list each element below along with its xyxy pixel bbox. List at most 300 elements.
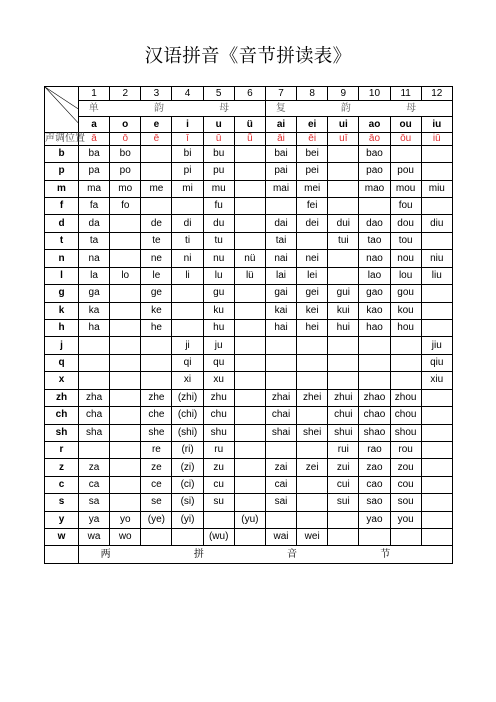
- column-number: 4: [172, 87, 203, 101]
- syllable-cell: [421, 302, 452, 319]
- syllable-cell: chu: [203, 407, 234, 424]
- table-row: [45, 354, 453, 371]
- syllable-cell: mai: [265, 180, 296, 197]
- final-3: e: [141, 117, 172, 132]
- syllable-cell: [265, 337, 296, 354]
- syllable-cell: (yi): [172, 511, 203, 528]
- syllable-cell: [110, 407, 141, 424]
- syllable-cell: [359, 337, 390, 354]
- table-row: [45, 302, 453, 319]
- syllable-cell: sa: [79, 494, 110, 511]
- syllable-cell: [359, 354, 390, 371]
- initial-t: t: [45, 232, 79, 249]
- syllable-cell: [390, 529, 421, 546]
- syllable-cell: xiu: [421, 372, 452, 389]
- syllable-cell: zui: [328, 459, 359, 476]
- syllable-cell: [141, 163, 172, 180]
- syllable-cell: xu: [203, 372, 234, 389]
- syllable-cell: [421, 424, 452, 441]
- syllable-cell: wa: [79, 529, 110, 546]
- syllable-cell: kao: [359, 302, 390, 319]
- syllable-cell: [110, 215, 141, 232]
- syllable-cell: zhao: [359, 389, 390, 406]
- syllable-cell: fou: [390, 198, 421, 215]
- syllable-cell: [110, 459, 141, 476]
- syllable-cell: [328, 267, 359, 284]
- syllable-cell: qi: [172, 354, 203, 371]
- syllable-cell: te: [141, 232, 172, 249]
- syllable-cell: [234, 372, 265, 389]
- tone-mark-12: iū: [421, 132, 452, 145]
- syllable-cell: [390, 145, 421, 162]
- column-number: 1: [79, 87, 110, 101]
- initial-d: d: [45, 215, 79, 232]
- syllable-cell: [110, 302, 141, 319]
- syllable-cell: dui: [328, 215, 359, 232]
- initial-h: h: [45, 320, 79, 337]
- initial-f: f: [45, 198, 79, 215]
- table-row: [45, 424, 453, 441]
- syllable-cell: chai: [265, 407, 296, 424]
- syllable-cell: nai: [265, 250, 296, 267]
- syllable-cell: (ye): [141, 511, 172, 528]
- syllable-cell: kui: [328, 302, 359, 319]
- syllable-cell: shui: [328, 424, 359, 441]
- syllable-cell: hei: [297, 320, 328, 337]
- syllable-cell: [141, 372, 172, 389]
- initial-p: p: [45, 163, 79, 180]
- syllable-cell: ba: [79, 145, 110, 162]
- syllable-cell: zu: [203, 459, 234, 476]
- syllable-cell: [421, 407, 452, 424]
- table-row: [45, 337, 453, 354]
- syllable-cell: ta: [79, 232, 110, 249]
- initial-w: w: [45, 529, 79, 546]
- syllable-cell: pu: [203, 163, 234, 180]
- syllable-cell: (ri): [172, 441, 203, 458]
- column-number: 5: [203, 87, 234, 101]
- syllable-cell: nei: [297, 250, 328, 267]
- syllable-cell: (zi): [172, 459, 203, 476]
- column-number: 3: [141, 87, 172, 101]
- syllable-cell: [421, 389, 452, 406]
- syllable-cell: [234, 337, 265, 354]
- syllable-cell: mu: [203, 180, 234, 197]
- syllable-cell: [359, 372, 390, 389]
- syllable-cell: gu: [203, 285, 234, 302]
- syllable-cell: [110, 441, 141, 458]
- syllable-cell: su: [203, 494, 234, 511]
- syllable-cell: sha: [79, 424, 110, 441]
- header-category-row: [45, 101, 453, 117]
- syllable-cell: cui: [328, 476, 359, 493]
- syllable-cell: se: [141, 494, 172, 511]
- initial-zh: zh: [45, 389, 79, 406]
- syllable-cell: dei: [297, 215, 328, 232]
- category-compound-finals: 复 韵 母: [265, 101, 452, 117]
- syllable-cell: [421, 145, 452, 162]
- syllable-cell: xi: [172, 372, 203, 389]
- syllable-cell: mi: [172, 180, 203, 197]
- syllable-cell: [297, 337, 328, 354]
- syllable-cell: [297, 476, 328, 493]
- tone-mark-6: ǖ: [234, 132, 265, 145]
- syllable-cell: [79, 337, 110, 354]
- final-9: ui: [328, 117, 359, 132]
- syllable-cell: ru: [203, 441, 234, 458]
- syllable-cell: [328, 529, 359, 546]
- syllable-cell: [234, 407, 265, 424]
- syllable-cell: wei: [297, 529, 328, 546]
- syllable-cell: sou: [390, 494, 421, 511]
- syllable-cell: [328, 337, 359, 354]
- syllable-cell: bai: [265, 145, 296, 162]
- syllable-cell: jiu: [421, 337, 452, 354]
- syllable-table: [44, 86, 453, 564]
- tone-mark-8: ēi: [297, 132, 328, 145]
- syllable-cell: [297, 232, 328, 249]
- syllable-cell: nu: [203, 250, 234, 267]
- syllable-cell: [390, 354, 421, 371]
- syllable-cell: you: [390, 511, 421, 528]
- syllable-cell: [234, 459, 265, 476]
- syllable-cell: mou: [390, 180, 421, 197]
- syllable-cell: [110, 250, 141, 267]
- syllable-cell: [234, 285, 265, 302]
- tone-mark-10: āo: [359, 132, 390, 145]
- syllable-cell: [141, 529, 172, 546]
- syllable-cell: nao: [359, 250, 390, 267]
- syllable-cell: [297, 511, 328, 528]
- final-12: iu: [421, 117, 452, 132]
- final-5: u: [203, 117, 234, 132]
- syllable-cell: chou: [390, 407, 421, 424]
- syllable-cell: dou: [390, 215, 421, 232]
- footer-label: 两 拼 音 节: [79, 546, 453, 564]
- initial-m: m: [45, 180, 79, 197]
- initial-n: n: [45, 250, 79, 267]
- syllable-cell: che: [141, 407, 172, 424]
- syllable-cell: [297, 372, 328, 389]
- syllable-cell: sui: [328, 494, 359, 511]
- syllable-cell: [421, 529, 452, 546]
- footer-spacer-cell: [45, 546, 79, 564]
- syllable-cell: [234, 145, 265, 162]
- syllable-cell: [359, 529, 390, 546]
- tone-mark-3: ē: [141, 132, 172, 145]
- initial-q: q: [45, 354, 79, 371]
- table-row: [45, 232, 453, 249]
- column-number: 2: [110, 87, 141, 101]
- syllable-cell: chui: [328, 407, 359, 424]
- syllable-cell: la: [79, 267, 110, 284]
- syllable-cell: zai: [265, 459, 296, 476]
- syllable-cell: [421, 232, 452, 249]
- syllable-cell: pa: [79, 163, 110, 180]
- syllable-cell: [79, 354, 110, 371]
- syllable-cell: zhui: [328, 389, 359, 406]
- syllable-cell: fu: [203, 198, 234, 215]
- syllable-cell: [265, 354, 296, 371]
- syllable-cell: (si): [172, 494, 203, 511]
- table-row: [45, 180, 453, 197]
- syllable-cell: [234, 302, 265, 319]
- initial-s: s: [45, 494, 79, 511]
- syllable-cell: bao: [359, 145, 390, 162]
- syllable-cell: za: [79, 459, 110, 476]
- table-row: [45, 215, 453, 232]
- syllable-cell: [421, 511, 452, 528]
- syllable-cell: [297, 494, 328, 511]
- syllable-cell: lu: [203, 267, 234, 284]
- table-row: [45, 145, 453, 162]
- syllable-cell: fa: [79, 198, 110, 215]
- final-2: o: [110, 117, 141, 132]
- syllable-cell: sai: [265, 494, 296, 511]
- table-row: [45, 476, 453, 493]
- syllable-cell: hu: [203, 320, 234, 337]
- syllable-cell: li: [172, 267, 203, 284]
- syllable-cell: [110, 389, 141, 406]
- syllable-cell: dai: [265, 215, 296, 232]
- final-10: ao: [359, 117, 390, 132]
- syllable-cell: diu: [421, 215, 452, 232]
- tone-mark-5: ū: [203, 132, 234, 145]
- syllable-cell: [234, 198, 265, 215]
- syllable-cell: lo: [110, 267, 141, 284]
- syllable-cell: [328, 163, 359, 180]
- syllable-cell: [141, 145, 172, 162]
- syllable-cell: [110, 232, 141, 249]
- syllable-cell: [234, 494, 265, 511]
- syllable-cell: hao: [359, 320, 390, 337]
- final-6: ü: [234, 117, 265, 132]
- syllable-cell: nü: [234, 250, 265, 267]
- initial-y: y: [45, 511, 79, 528]
- syllable-cell: [328, 145, 359, 162]
- table-row: [45, 320, 453, 337]
- syllable-cell: kai: [265, 302, 296, 319]
- syllable-cell: hai: [265, 320, 296, 337]
- syllable-cell: [110, 354, 141, 371]
- syllable-cell: [234, 320, 265, 337]
- tone-mark-9: uī: [328, 132, 359, 145]
- syllable-cell: da: [79, 215, 110, 232]
- syllable-cell: [172, 320, 203, 337]
- tone-mark-2: ō: [110, 132, 141, 145]
- syllable-cell: hou: [390, 320, 421, 337]
- syllable-cell: lou: [390, 267, 421, 284]
- syllable-cell: [234, 215, 265, 232]
- syllable-cell: de: [141, 215, 172, 232]
- syllable-cell: [421, 459, 452, 476]
- syllable-cell: yao: [359, 511, 390, 528]
- syllable-cell: [234, 163, 265, 180]
- syllable-cell: ha: [79, 320, 110, 337]
- table-row: [45, 267, 453, 284]
- syllable-cell: [234, 354, 265, 371]
- syllable-cell: lü: [234, 267, 265, 284]
- syllable-cell: zou: [390, 459, 421, 476]
- syllable-cell: [421, 494, 452, 511]
- syllable-cell: chao: [359, 407, 390, 424]
- syllable-cell: zhei: [297, 389, 328, 406]
- tone-mark-1: ā: [79, 132, 110, 145]
- syllable-cell: zhou: [390, 389, 421, 406]
- initial-z: z: [45, 459, 79, 476]
- syllable-cell: lai: [265, 267, 296, 284]
- syllable-cell: wo: [110, 529, 141, 546]
- header-number-row: [45, 87, 453, 101]
- syllable-cell: [265, 511, 296, 528]
- syllable-cell: niu: [421, 250, 452, 267]
- column-number: 7: [265, 87, 296, 101]
- syllable-cell: [328, 372, 359, 389]
- syllable-cell: liu: [421, 267, 452, 284]
- syllable-cell: tui: [328, 232, 359, 249]
- syllable-cell: [141, 198, 172, 215]
- syllable-cell: [421, 320, 452, 337]
- syllable-cell: gou: [390, 285, 421, 302]
- syllable-cell: cou: [390, 476, 421, 493]
- syllable-cell: [110, 337, 141, 354]
- syllable-cell: tu: [203, 232, 234, 249]
- syllable-cell: ca: [79, 476, 110, 493]
- tone-mark-7: āi: [265, 132, 296, 145]
- syllable-cell: [328, 250, 359, 267]
- syllable-cell: zei: [297, 459, 328, 476]
- syllable-cell: zha: [79, 389, 110, 406]
- syllable-cell: ke: [141, 302, 172, 319]
- syllable-cell: [110, 372, 141, 389]
- syllable-cell: [421, 285, 452, 302]
- column-number: 11: [390, 87, 421, 101]
- syllable-cell: du: [203, 215, 234, 232]
- final-7: ai: [265, 117, 296, 132]
- syllable-cell: [172, 302, 203, 319]
- initial-k: k: [45, 302, 79, 319]
- syllable-table-body: [45, 87, 453, 564]
- syllable-cell: [390, 372, 421, 389]
- syllable-cell: gao: [359, 285, 390, 302]
- syllable-cell: kei: [297, 302, 328, 319]
- syllable-cell: tai: [265, 232, 296, 249]
- syllable-cell: bei: [297, 145, 328, 162]
- syllable-cell: ti: [172, 232, 203, 249]
- corner-header-cell: [45, 87, 79, 133]
- table-row: [45, 163, 453, 180]
- syllable-cell: re: [141, 441, 172, 458]
- syllable-cell: (yu): [234, 511, 265, 528]
- syllable-cell: [234, 389, 265, 406]
- syllable-cell: ka: [79, 302, 110, 319]
- tone-position-row: [45, 132, 453, 145]
- syllable-cell: (chi): [172, 407, 203, 424]
- syllable-cell: [328, 180, 359, 197]
- final-11: ou: [390, 117, 421, 132]
- corner-diagonal-lines: [45, 87, 78, 132]
- syllable-cell: mo: [110, 180, 141, 197]
- table-row: [45, 407, 453, 424]
- syllable-cell: [421, 476, 452, 493]
- syllable-cell: yo: [110, 511, 141, 528]
- syllable-cell: kou: [390, 302, 421, 319]
- syllable-cell: na: [79, 250, 110, 267]
- syllable-cell: [141, 337, 172, 354]
- initial-c: c: [45, 476, 79, 493]
- syllable-cell: lao: [359, 267, 390, 284]
- syllable-cell: [297, 407, 328, 424]
- syllable-cell: sao: [359, 494, 390, 511]
- initial-sh: sh: [45, 424, 79, 441]
- syllable-cell: shu: [203, 424, 234, 441]
- syllable-cell: ku: [203, 302, 234, 319]
- table-row: [45, 441, 453, 458]
- syllable-cell: fo: [110, 198, 141, 215]
- syllable-cell: [421, 163, 452, 180]
- final-8: ei: [297, 117, 328, 132]
- syllable-cell: [79, 441, 110, 458]
- syllable-cell: [172, 529, 203, 546]
- syllable-cell: ni: [172, 250, 203, 267]
- initial-b: b: [45, 145, 79, 162]
- syllable-cell: cu: [203, 476, 234, 493]
- syllable-cell: miu: [421, 180, 452, 197]
- footer-row: [45, 546, 453, 564]
- syllable-cell: ji: [172, 337, 203, 354]
- syllable-cell: rou: [390, 441, 421, 458]
- column-number: 12: [421, 87, 452, 101]
- header-finals-row: [45, 117, 453, 132]
- syllable-cell: [328, 511, 359, 528]
- syllable-cell: shai: [265, 424, 296, 441]
- table-row: [45, 372, 453, 389]
- syllable-cell: [234, 180, 265, 197]
- syllable-cell: gei: [297, 285, 328, 302]
- initial-x: x: [45, 372, 79, 389]
- syllable-cell: [421, 441, 452, 458]
- initial-g: g: [45, 285, 79, 302]
- table-row: [45, 494, 453, 511]
- syllable-cell: [172, 285, 203, 302]
- syllable-cell: zhu: [203, 389, 234, 406]
- syllable-cell: mao: [359, 180, 390, 197]
- tone-mark-11: ōu: [390, 132, 421, 145]
- table-row: [45, 459, 453, 476]
- syllable-cell: ju: [203, 337, 234, 354]
- initial-j: j: [45, 337, 79, 354]
- syllable-cell: tao: [359, 232, 390, 249]
- syllable-cell: zhe: [141, 389, 172, 406]
- syllable-cell: (shi): [172, 424, 203, 441]
- syllable-cell: hui: [328, 320, 359, 337]
- tone-row-label: 声调位置: [45, 132, 85, 144]
- table-row: [45, 529, 453, 546]
- syllable-cell: bu: [203, 145, 234, 162]
- syllable-cell: [328, 198, 359, 215]
- syllable-cell: [234, 232, 265, 249]
- syllable-cell: po: [110, 163, 141, 180]
- syllable-cell: [297, 354, 328, 371]
- syllable-cell: (ci): [172, 476, 203, 493]
- syllable-cell: qu: [203, 354, 234, 371]
- syllable-cell: ce: [141, 476, 172, 493]
- syllable-cell: [172, 198, 203, 215]
- syllable-cell: cha: [79, 407, 110, 424]
- syllable-cell: [328, 354, 359, 371]
- table-row: [45, 198, 453, 215]
- syllable-cell: fei: [297, 198, 328, 215]
